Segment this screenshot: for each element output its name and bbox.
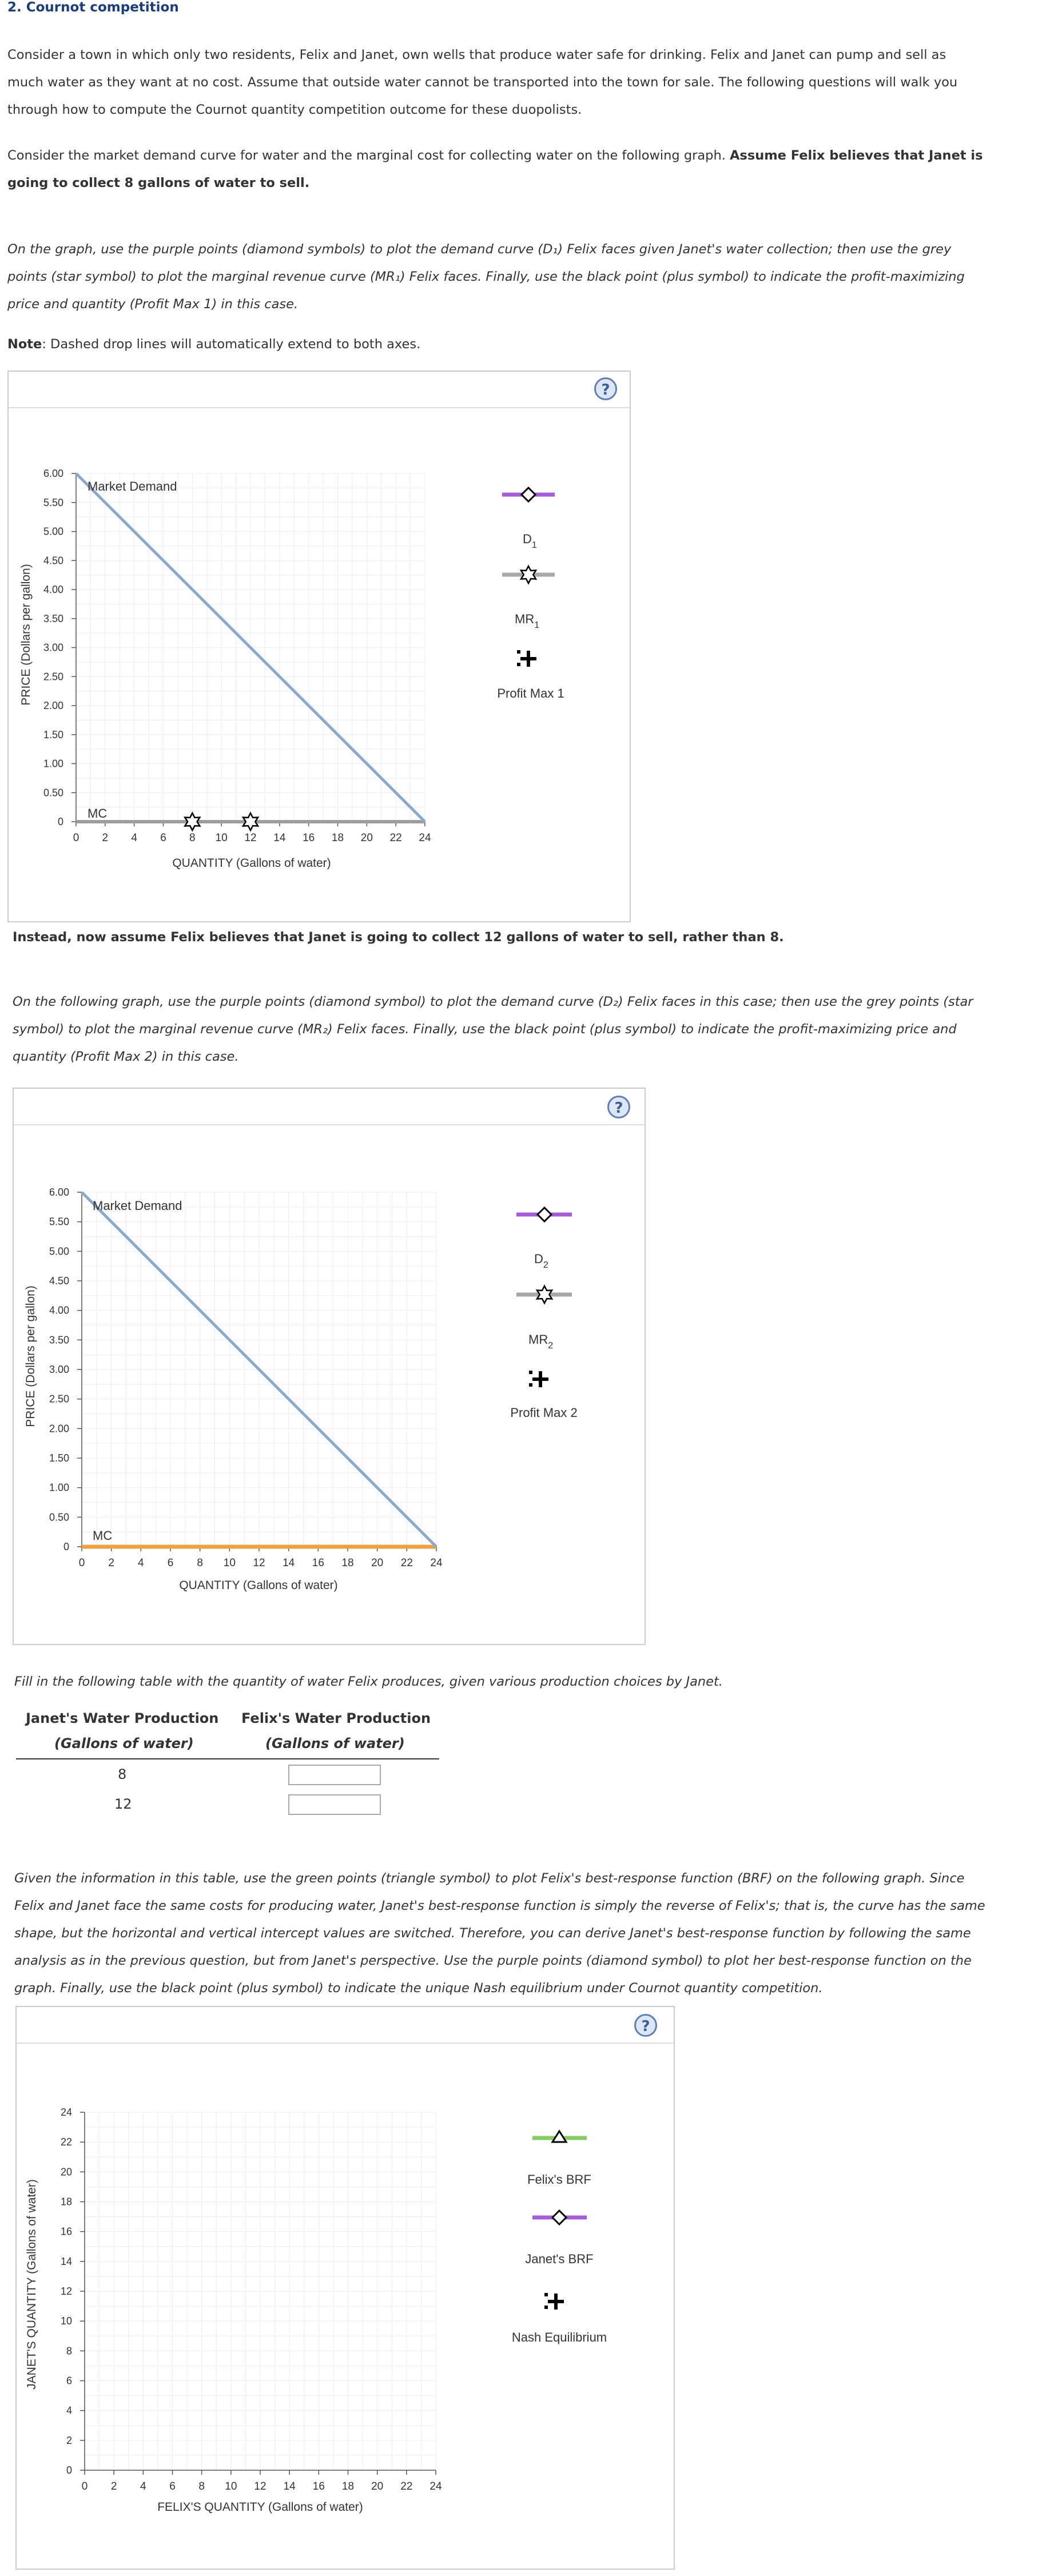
y-tick-label: 2.00	[43, 700, 63, 711]
y-tick-label: 12	[60, 2286, 72, 2297]
x-tick-label: 2	[108, 1557, 114, 1569]
consider-bold-text: Assume Felix believes that Janet is	[730, 148, 983, 163]
x-tick-label: 24	[419, 832, 431, 844]
y-tick-label: 6.00	[43, 468, 63, 479]
table-instructions: Fill in the following table with the quantity of water Felix produces, given various production choices by Janet.	[14, 1674, 723, 1689]
legend-label: Felix's BRF	[527, 2172, 591, 2187]
table-header-unit: (Gallons of water)	[265, 1735, 405, 1751]
graph1-ylabel: PRICE (Dollars per gallon)	[19, 564, 33, 706]
graph2-ylabel: PRICE (Dollars per gallon)	[24, 1285, 37, 1427]
y-tick-label: 2.50	[43, 671, 63, 683]
y-tick-label: 5.00	[43, 525, 63, 538]
intro-line: through how to compute the Cournot quantity competition outcome for these duopolists.	[7, 102, 582, 117]
y-tick-label: 2	[66, 2434, 72, 2446]
graph3-xlabel: FELIX'S QUANTITY (Gallons of water)	[157, 2501, 363, 2514]
y-tick-label: 20	[60, 2166, 72, 2178]
instr-line: shape, but the horizontal and vertical intercept values are switched. Therefore, you can derive Janet's best-response function by following the same	[14, 1926, 971, 1941]
y-tick-label: 3.50	[49, 1334, 69, 1346]
y-tick-label: 10	[60, 2315, 72, 2327]
table-header: Janet's Water Production	[26, 1710, 219, 1726]
instr-line: graph. Finally, use the black point (plus symbol) to indicate the unique Nash equilibrium under Cournot quantity competition.	[14, 1981, 823, 1996]
y-tick-label: 5.50	[49, 1216, 69, 1228]
x-tick-label: 8	[198, 2481, 205, 2493]
y-tick-label: 22	[60, 2136, 72, 2148]
y-tick-label: 0.50	[43, 787, 63, 799]
instr-line: On the graph, use the purple points (diamond symbols) to plot the demand curve (D₁) Felix faces given Janet's water collection; then use the grey	[7, 242, 952, 257]
x-tick-label: 0	[78, 1557, 85, 1569]
y-tick-label: 5.00	[49, 1245, 69, 1257]
x-tick-label: 16	[312, 1557, 324, 1569]
instr-line: price and quantity (Profit Max 1) in this case.	[7, 297, 299, 312]
graph2-mc-label: MC	[93, 1528, 113, 1543]
x-tick-label: 10	[223, 1557, 236, 1569]
y-tick-label: 6.00	[49, 1187, 69, 1198]
instr-line: On the following graph, use the purple points (diamond symbol) to plot the demand curve (D₂) Felix faces in this case; then use the grey points (star	[13, 994, 973, 1009]
x-tick-label: 2	[110, 2481, 117, 2493]
help-icon[interactable]: ?	[594, 377, 617, 400]
table-header-unit: (Gallons of water)	[54, 1735, 194, 1751]
y-tick-label: 16	[60, 2225, 72, 2237]
x-tick-label: 20	[371, 1557, 384, 1569]
note-text: : Dashed drop lines will automatically extend to both axes.	[42, 337, 421, 352]
help-icon[interactable]: ?	[607, 1096, 630, 1118]
graph3-legend	[512, 2131, 607, 2344]
instr-line: points (star symbol) to plot the marginal revenue curve (MR₁) Felix faces. Finally, use the black point (plus symbol) to indicate the profit-maximizing	[7, 269, 965, 284]
x-tick-label: 22	[400, 1557, 413, 1569]
x-tick-label: 20	[360, 832, 373, 844]
x-tick-label: 22	[389, 832, 402, 844]
y-tick-label: 3.00	[43, 642, 63, 654]
graph2-demand-label: Market Demand	[93, 1199, 182, 1213]
x-tick-label: 4	[138, 1557, 144, 1569]
y-tick-label: 1.00	[49, 1482, 69, 1494]
legend-felix-brf-tool[interactable]	[532, 2131, 587, 2142]
table-cell: 8	[118, 1766, 127, 1782]
y-tick-label: 4.00	[43, 584, 63, 595]
y-tick-label: 8	[66, 2345, 72, 2357]
x-tick-label: 14	[283, 2481, 296, 2493]
y-tick-label: 2.00	[49, 1423, 69, 1435]
y-tick-label: 4	[66, 2404, 72, 2416]
x-tick-label: 6	[167, 1557, 174, 1569]
instead-text: Instead, now assume Felix believes that Janet is going to collect 12 gallons of water to sell, rather than 8.	[13, 930, 784, 945]
instr-line: Given the information in this table, use the green points (triangle symbol) to plot Felix's best-response function (BRF) on the following graph. Since	[14, 1871, 965, 1886]
graph3-ylabel: JANET'S QUANTITY (Gallons of water)	[25, 2179, 38, 2390]
graph3-grid	[85, 2112, 436, 2470]
y-tick-label: 14	[60, 2255, 72, 2267]
graph1-xlabel: QUANTITY (Gallons of water)	[172, 857, 331, 870]
x-tick-label: 0	[73, 832, 79, 844]
x-tick-label: 18	[331, 832, 344, 844]
y-tick-label: 0	[66, 2464, 72, 2476]
x-tick-label: 8	[189, 832, 196, 844]
legend-label: Nash Equilibrium	[511, 2330, 607, 2344]
y-tick-label: 0	[63, 1541, 69, 1552]
x-tick-label: 10	[215, 832, 228, 844]
x-tick-label: 6	[160, 832, 166, 844]
graph3-ticks	[61, 2107, 442, 2493]
note-label: Note	[7, 337, 42, 352]
y-tick-label: 4.50	[49, 1275, 69, 1287]
instr-line: Felix and Janet face the same costs for producing water, Janet's best-response function is simply the reverse of Felix's; that is, the curve has the same	[14, 1898, 985, 1913]
consider-text: Consider the market demand curve for water and the marginal cost for collecting water on the following graph.	[7, 148, 730, 163]
x-tick-label: 14	[273, 832, 286, 844]
legend-label: Profit Max 1	[497, 686, 564, 700]
graph2-xlabel: QUANTITY (Gallons of water)	[179, 1579, 338, 1592]
y-tick-label: 0.50	[49, 1511, 69, 1523]
diamond-icon	[552, 2211, 566, 2224]
x-tick-label: 16	[312, 2481, 325, 2493]
x-tick-label: 4	[140, 2481, 146, 2493]
legend-label: $D_1$	[523, 532, 537, 550]
x-tick-label: 12	[253, 1557, 265, 1569]
x-tick-label: 6	[169, 2481, 176, 2493]
x-tick-label: 2	[102, 832, 109, 844]
legend-label: $MR_2$	[528, 1332, 554, 1351]
section-title: 2. Cournot competition	[7, 0, 179, 15]
y-tick-label: 1.50	[43, 728, 63, 740]
y-tick-label: 24	[60, 2107, 72, 2118]
instr-line: analysis as in the previous question, but from Janet's perspective. Use the purple points (diamond symbol) to plot her best-response function on the	[14, 1953, 972, 1968]
y-tick-label: 4.00	[49, 1304, 69, 1316]
graph1-demand-label: Market Demand	[87, 479, 177, 493]
plus-icon	[548, 2294, 564, 2310]
legend-nash-tool[interactable]	[544, 2293, 564, 2310]
y-tick-label: 18	[60, 2196, 72, 2208]
y-tick-label: 3.00	[49, 1364, 69, 1375]
x-tick-label: 18	[341, 2481, 355, 2493]
x-tick-label: 20	[371, 2481, 384, 2493]
y-tick-label: 1.00	[43, 758, 63, 770]
legend-label: $D_2$	[534, 1252, 548, 1270]
x-tick-label: 12	[254, 2481, 267, 2493]
x-tick-label: 16	[303, 832, 315, 844]
legend-label: $MR_1$	[515, 612, 540, 630]
x-tick-label: 22	[400, 2481, 413, 2493]
table-header: Felix's Water Production	[241, 1710, 431, 1726]
instr-line: quantity (Profit Max 2) in this case.	[13, 1049, 239, 1064]
x-tick-label: 24	[430, 1557, 443, 1569]
consider-bold-text: going to collect 8 gallons of water to sell.	[7, 176, 310, 190]
y-tick-label: 5.50	[43, 496, 63, 508]
x-tick-label: 4	[131, 832, 137, 844]
legend-label: Profit Max 2	[510, 1406, 578, 1420]
y-tick-label: 6	[66, 2375, 72, 2387]
y-tick-label: 0	[57, 816, 63, 827]
x-tick-label: 14	[283, 1557, 295, 1569]
y-tick-label: 1.50	[49, 1452, 69, 1464]
y-tick-label: 2.50	[49, 1393, 69, 1405]
y-tick-label: 4.50	[43, 555, 63, 567]
x-tick-label: 8	[197, 1557, 203, 1569]
x-tick-label: 24	[429, 2481, 442, 2493]
x-tick-label: 18	[341, 1557, 354, 1569]
y-tick-label: 3.50	[43, 612, 63, 624]
x-tick-label: 10	[225, 2481, 237, 2493]
intro-line: much water as they want at no cost. Assume that outside water cannot be transported into the town for sale. The following questions will walk you	[7, 75, 958, 90]
graph1-mc-label: MC	[87, 806, 108, 821]
table-cell: 12	[114, 1796, 132, 1812]
help-icon[interactable]: ?	[634, 2014, 657, 2037]
intro-line: Consider a town in which only two residents, Felix and Janet, own wells that produce water safe for drinking. Felix and Janet can pump and sell as	[7, 47, 946, 62]
legend-label: Janet's BRF	[525, 2252, 594, 2266]
x-tick-label: 0	[81, 2481, 88, 2493]
legend-janet-brf-tool[interactable]	[532, 2211, 587, 2224]
instr-line: symbol) to plot the marginal revenue curve (MR₂) Felix faces. Finally, use the black point (plus symbol) to indicate the profit-maximizing price and	[13, 1022, 957, 1037]
x-tick-label: 12	[244, 832, 257, 844]
